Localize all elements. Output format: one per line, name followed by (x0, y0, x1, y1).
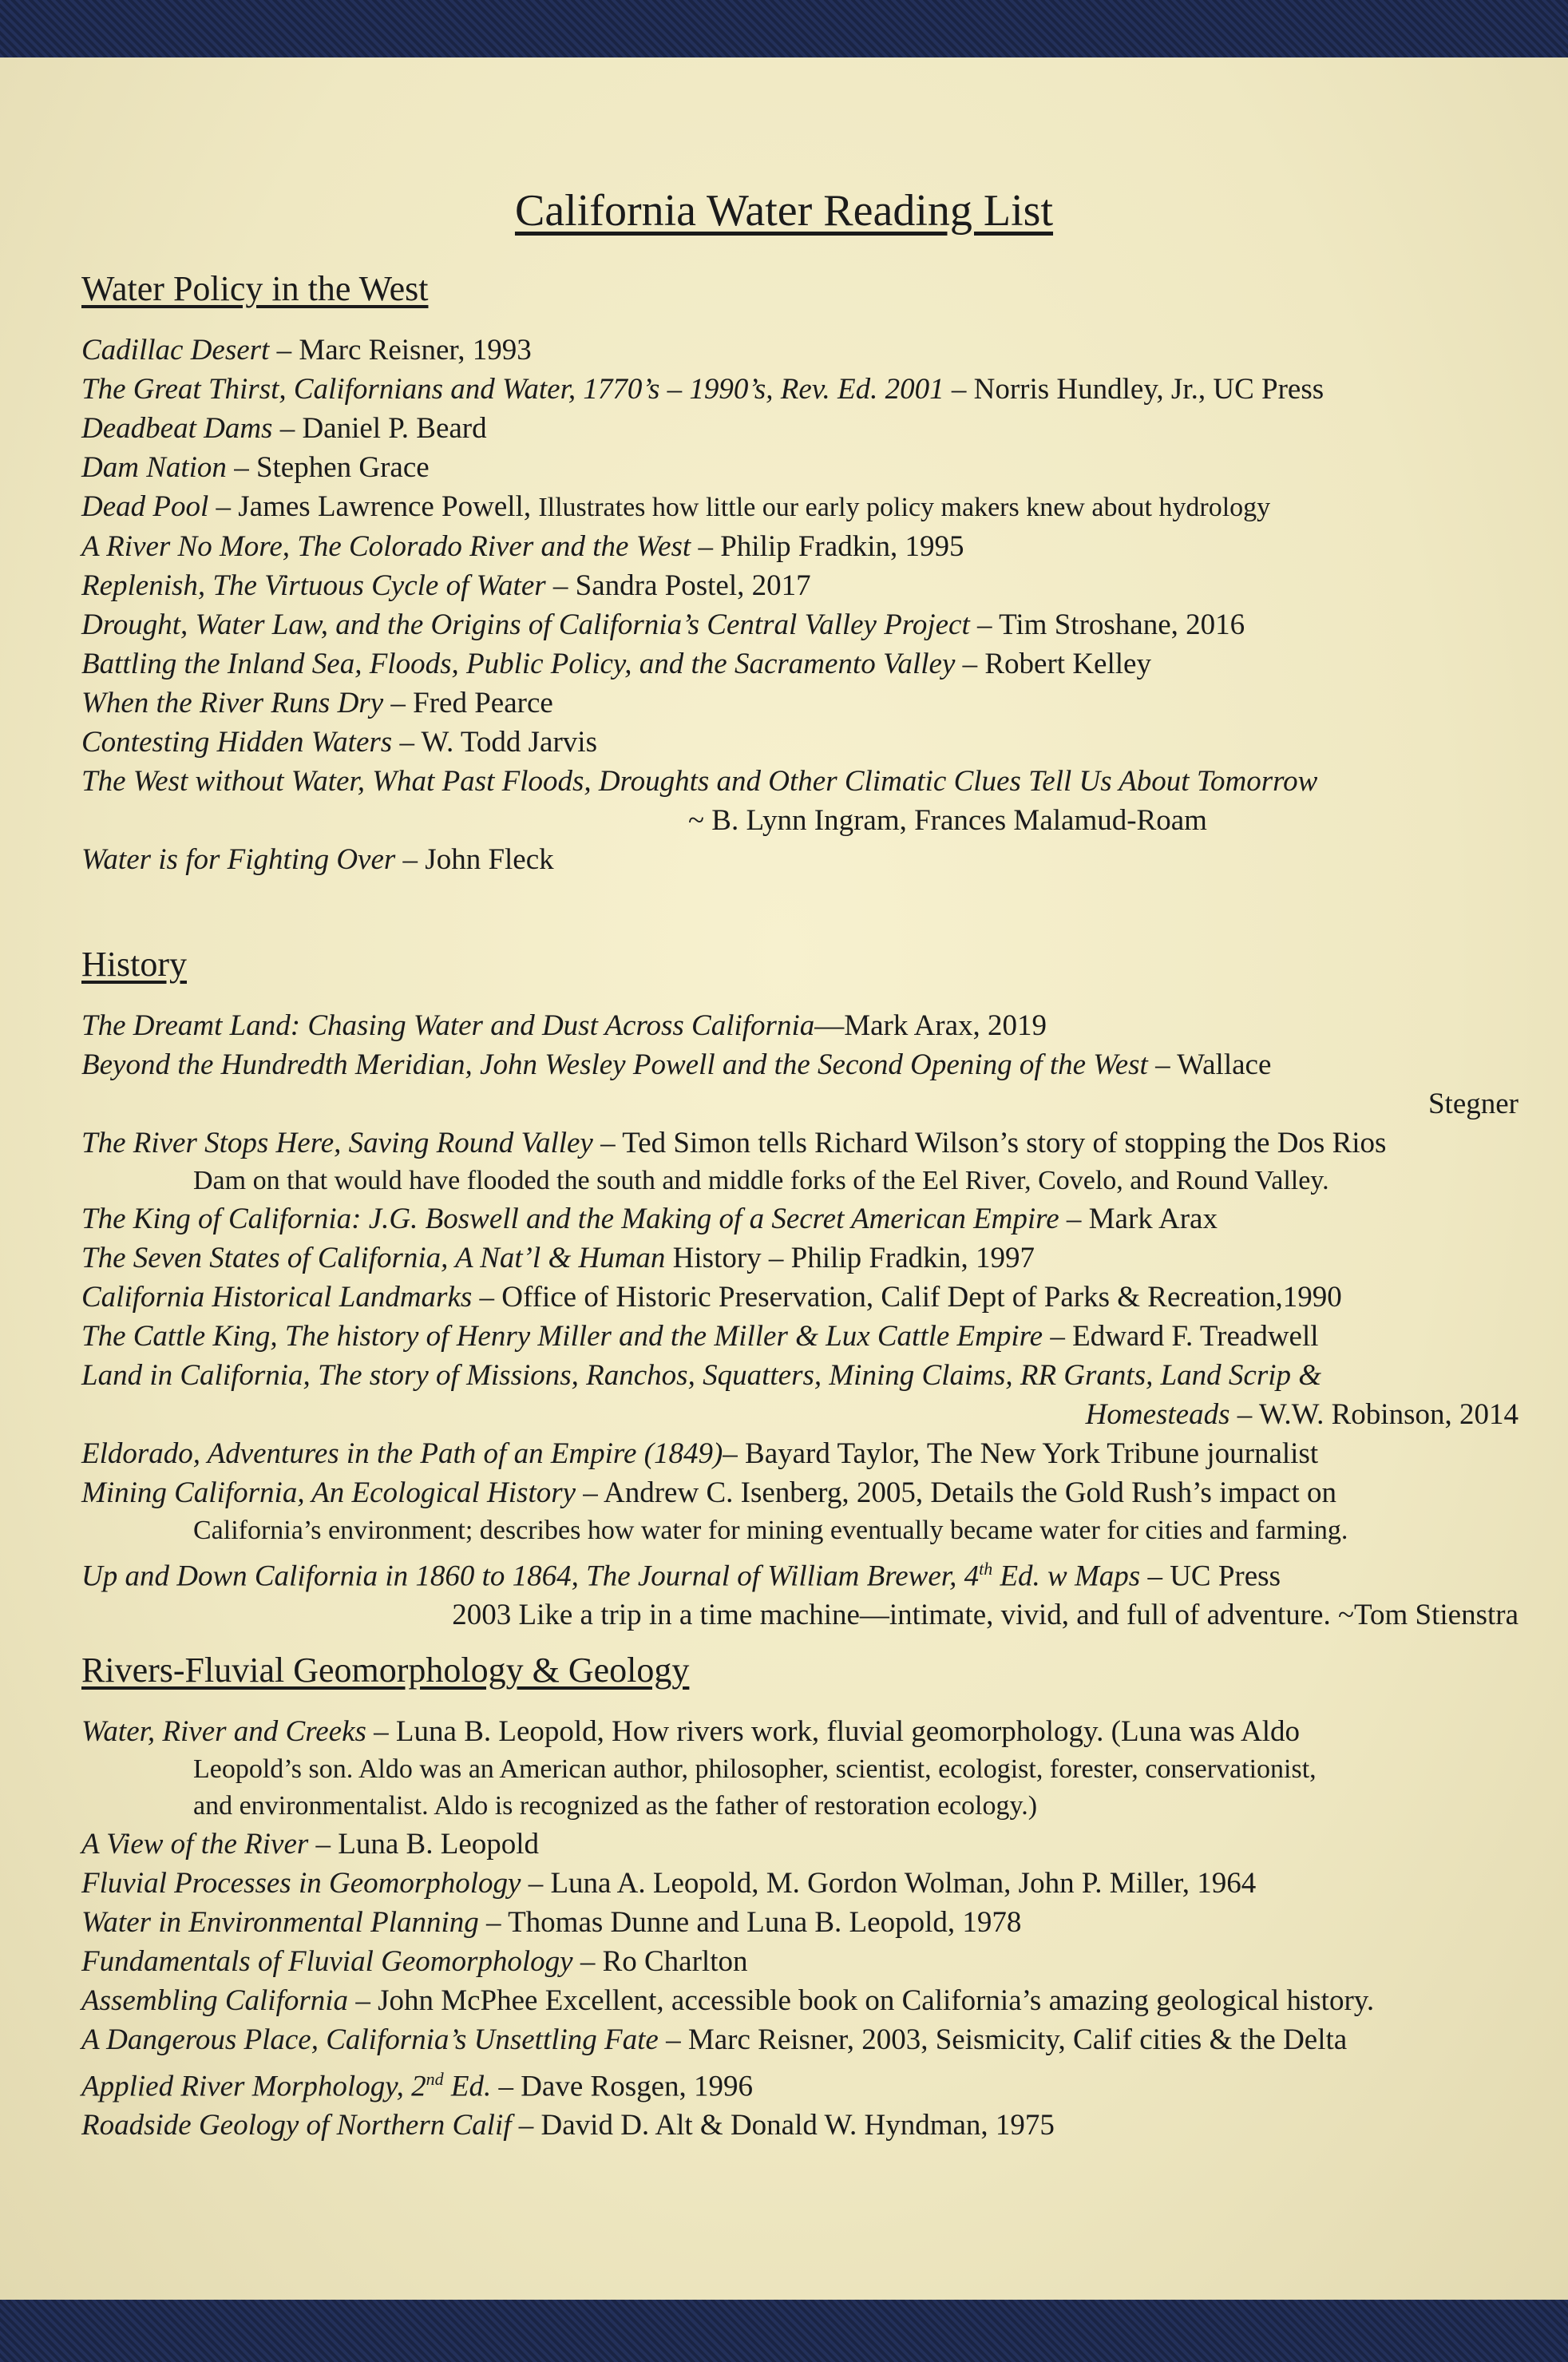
list-item: The Dreamt Land: Chasing Water and Dust Across California—Mark Arax, 2019 (81, 1009, 1047, 1042)
list-item: A Dangerous Place, California’s Unsettling Fate – Marc Reisner, 2003, Seismicity, Calif cities & the Delta (81, 2023, 1348, 2056)
list-item: Fundamentals of Fluvial Geomorphology – Ro Charlton (81, 1945, 748, 1978)
reading-list-paper (0, 57, 1568, 2300)
list-item: The Seven States of California, A Nat’l & Human History – Philip Fradkin, 1997 (81, 1242, 1035, 1274)
list-item: Drought, Water Law, and the Origins of California’s Central Valley Project – Tim Stroshane, 2016 (81, 608, 1245, 641)
list-item: A River No More, The Colorado River and the West – Philip Fradkin, 1995 (81, 530, 964, 563)
list-item: Land in California, The story of Missions, Ranchos, Squatters, Mining Claims, RR Grants, Land Scrip & Homesteads – W.W. Robinson, 2014 (81, 1359, 1519, 1431)
list-item: Up and Down California in 1860 to 1864, The Journal of William Brewer, 4th Ed. w Maps – UC Press 2003 Like a trip in a time machine—intimate, vivid, and full of adventure. ~Tom Stienstra (81, 1559, 1519, 1632)
list-item: Water is for Fighting Over – John Fleck (81, 843, 554, 876)
list-item: Replenish, The Virtuous Cycle of Water – Sandra Postel, 2017 (81, 569, 811, 602)
list-item: The Great Thirst, Californians and Water, 1770’s – 1990’s, Rev. Ed. 2001 – Norris Hundley, Jr., UC Press (81, 373, 1324, 406)
list-item: Dam Nation – Stephen Grace (81, 451, 430, 484)
section-heading: Rivers-Fluvial Geomorphology & Geology (81, 1651, 690, 1690)
section-heading: History (81, 945, 187, 984)
list-item: The West without Water, What Past Floods, Droughts and Other Climatic Clues Tell Us About Tomorrow ~ B. Lynn Ingram, Frances Malamud-Roam (81, 765, 1318, 837)
list-item: Cadillac Desert – Marc Reisner, 1993 (81, 334, 532, 367)
list-item: Assembling California – John McPhee Excellent, accessible book on California’s amazing geological history. (81, 1984, 1375, 2017)
list-item: Roadside Geology of Northern Calif – David D. Alt & Donald W. Hyndman, 1975 (81, 2109, 1055, 2142)
list-item: The Cattle King, The history of Henry Miller and the Miller & Lux Cattle Empire – Edward F. Treadwell (81, 1320, 1319, 1353)
list-item: Eldorado, Adventures in the Path of an Empire (1849)– Bayard Taylor, The New York Tribune journalist (81, 1437, 1319, 1470)
section-history (81, 941, 1542, 1635)
list-item: Battling the Inland Sea, Floods, Public Policy, and the Sacramento Valley – Robert Kelley (81, 648, 1151, 680)
list-item: Dead Pool – James Lawrence Powell, Illustrates how little our early policy makers knew about hydrology (81, 490, 1271, 523)
list-item: Water, River and Creeks – Luna B. Leopold, How rivers work, fluvial geomorphology. (Luna was Aldo Leopold’s son. Aldo was an American author, philosopher, scientist, ecologist, forester, conservationist, and environmentalist. Aldo is recognized as the father of restoration ecology.) (81, 1715, 1317, 1821)
fabric-background-top (0, 0, 1568, 57)
list-item: When the River Runs Dry – Fred Pearce (81, 687, 553, 719)
list-item: A View of the River – Luna B. Leopold (81, 1828, 540, 1861)
section-heading: Water Policy in the West (81, 269, 429, 308)
section-rivers-geology (81, 1647, 1542, 2145)
list-item: The King of California: J.G. Boswell and the Making of a Secret American Empire – Mark Arax (81, 1203, 1218, 1235)
list-item: Contesting Hidden Waters – W. Todd Jarvis (81, 726, 597, 759)
list-item: Applied River Morphology, 2nd Ed. – Dave Rosgen, 1996 (81, 2069, 754, 2103)
list-item: Deadbeat Dams – Daniel P. Beard (81, 412, 487, 445)
list-item: Beyond the Hundredth Meridian, John Wesley Powell and the Second Opening of the West – Wallace Stegner (81, 1048, 1519, 1120)
list-item: California Historical Landmarks – Office of Historic Preservation, Calif Dept of Parks & Recreation,1990 (81, 1281, 1342, 1314)
list-item: Fluvial Processes in Geomorphology – Luna A. Leopold, M. Gordon Wolman, John P. Miller, 1964 (81, 1867, 1257, 1900)
page-title: California Water Reading List (514, 186, 1054, 236)
list-item: The River Stops Here, Saving Round Valley – Ted Simon tells Richard Wilson’s story of stopping the Dos Rios Dam on that would have flooded the south and middle forks of the Eel River, Covelo, and Round Valley. (81, 1127, 1387, 1195)
fabric-background-bottom (0, 2300, 1568, 2362)
list-item: Water in Environmental Planning – Thomas Dunne and Luna B. Leopold, 1978 (81, 1906, 1022, 1939)
section-water-policy (81, 265, 1542, 879)
list-item: Mining California, An Ecological History – Andrew C. Isenberg, 2005, Details the Gold Rush’s impact on California’s environment; describes how water for mining eventually became water for cities and farming. (81, 1476, 1348, 1545)
